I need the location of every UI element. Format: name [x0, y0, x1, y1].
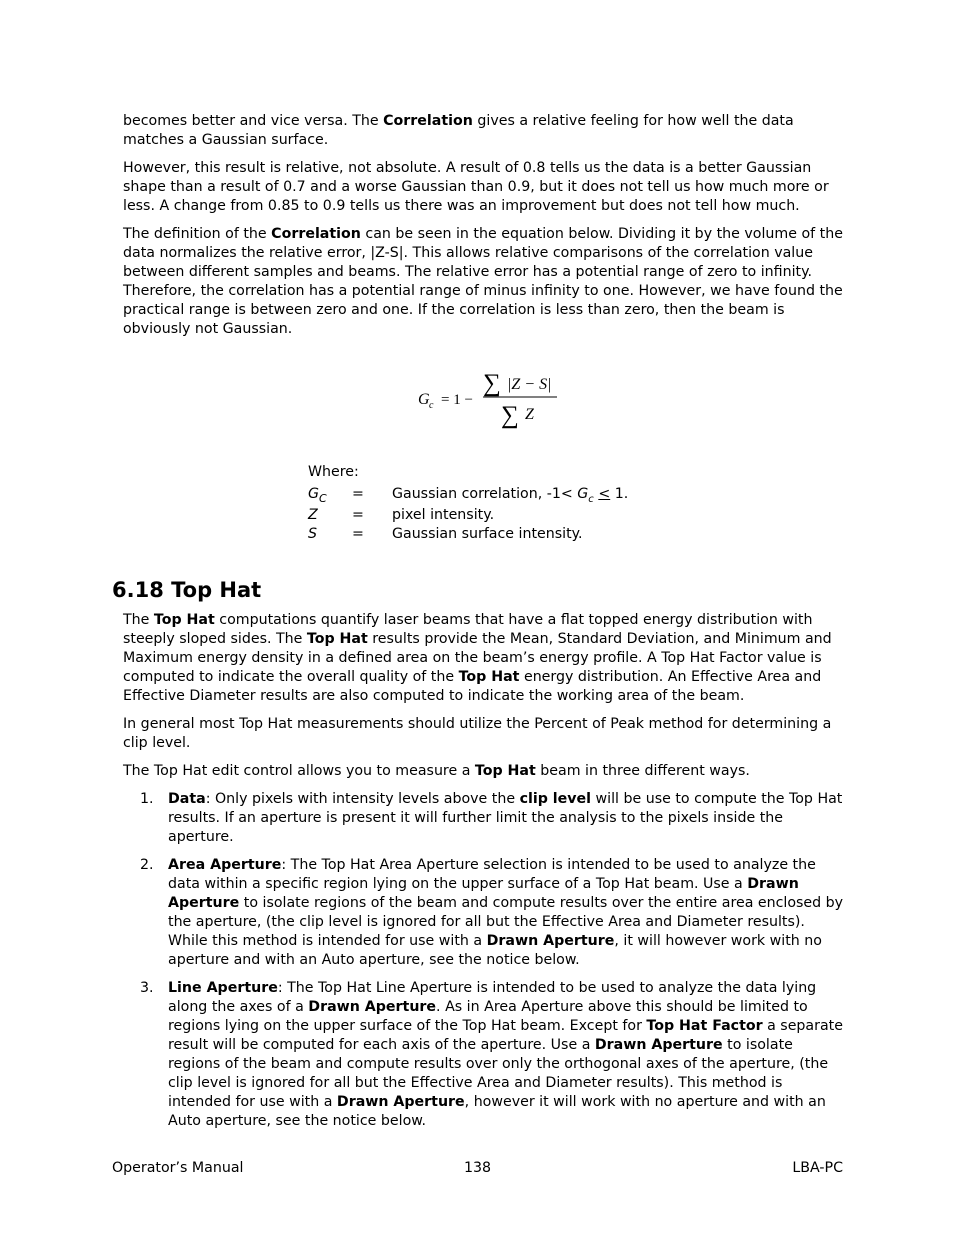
bold-term: Line Aperture [168, 980, 278, 996]
text-run: to isolate regions of the beam and compute results over the entire area enclosed by the aperture, (the clip level is ignored for all but the Effective Area and Diameter results). While this method is intended for use with a [168, 895, 844, 949]
bold-term: Data [168, 791, 206, 807]
where-equals: = [352, 486, 364, 502]
paragraph [123, 225, 845, 339]
paragraph [123, 112, 845, 150]
eq-denominator: Z [525, 406, 534, 423]
where-description: pixel intensity. [392, 507, 495, 523]
where-row-z [308, 506, 845, 525]
where-symbol: S [308, 526, 318, 542]
where-description: Gaussian surface intensity. [392, 526, 583, 542]
text-run: : The Top Hat Area Aperture selection is intended to be used to analyze the data within a specific region lying on the upper surface of a Top Hat beam. Use a [168, 857, 816, 892]
text-run: a separate result will be computed for each axis of the aperture. Use a [168, 1018, 843, 1053]
bold-term: Correlation [383, 113, 473, 129]
eq-lhs-sub: c [429, 400, 434, 411]
page-number: 138 [464, 1160, 492, 1176]
text-run: beam in three different ways. [535, 763, 750, 779]
eq-lhs: G [418, 391, 430, 408]
text-run: , it will however work with no aperture and with an Auto aperture, see the notice below. [168, 933, 822, 968]
text-run: . As in Area Aperture above this should be limited to regions lying on the upper surface of the Top Hat beam. Except for [168, 999, 808, 1034]
list-number: 2. [140, 857, 154, 873]
text-run: energy distribution. An Effective Area and Effective Diameter results are also computed to indicate the working area of the beam. [123, 669, 822, 704]
text-run: to isolate regions of the beam and compute results over only the orthogonal axes of the aperture, (the clip level is ignored for all but the Effective Area and Diameter results). This method is intended for use with a [168, 1037, 829, 1110]
text-run: : The Top Hat Line Aperture is intended to be used to analyze the data lying along the axes of a [168, 980, 817, 1015]
text-run: becomes better and vice versa. The [123, 113, 384, 129]
list-number: 1. [140, 791, 154, 807]
footer-right: LBA-PC [792, 1160, 843, 1176]
text-run: gives a relative feeling for how well the data matches a Gaussian surface. [123, 113, 794, 148]
eq-sum-denominator: ∑ [501, 402, 519, 429]
text-run: , however it will work with no aperture and with an Auto aperture, see the notice below. [168, 1094, 826, 1129]
section-paragraphs [123, 611, 845, 781]
page-content [112, 112, 845, 1140]
bold-term: Drawn Aperture [168, 876, 799, 911]
text-run: The Top Hat edit control allows you to measure a [123, 763, 475, 779]
where-row-s [308, 525, 845, 544]
footer-left: Operator’s Manual [112, 1160, 244, 1176]
where-description: Gaussian correlation, $-1< G_c < 1$. [392, 486, 629, 505]
eq-sum-numerator: ∑ [483, 370, 501, 397]
method-list [123, 790, 845, 1131]
text-run: However, this result is relative, not absolute. A result of 0.8 tells us the data is a better Gaussian shape than a result of 0.7 and a worse Gaussian than 0.9, but it does not tell us how much more or less. A change from 0.85 to 0.9 tells us there was an improvement but does not tell how much. [123, 160, 829, 214]
text-run: will be use to compute the Top Hat results. If an aperture is present it will further limit the analysis to the pixels inside the aperture. [168, 791, 843, 845]
equation-graphic [413, 367, 573, 429]
bold-term: Top Hat [306, 631, 368, 647]
bold-term: Top Hat [153, 612, 215, 628]
where-block [308, 463, 845, 544]
text-run: results provide the Mean, Standard Deviation, and Minimum and Maximum energy density in a defined area on the beam’s energy profile. A Top Hat Factor value is computed to indicate the overall quality of the [123, 631, 832, 685]
bold-term: Area Aperture [168, 857, 282, 873]
bold-term: Top Hat [474, 763, 536, 779]
bold-term: Top Hat [458, 669, 520, 685]
where-equals: = [352, 526, 364, 542]
section-heading: 6.18 Top Hat [112, 578, 262, 602]
paragraph [123, 715, 845, 753]
bold-term: Top Hat Factor [646, 1018, 763, 1034]
where-label: Where: [308, 464, 359, 480]
where-row-gc [308, 482, 845, 506]
intro-paragraphs [123, 112, 845, 339]
paragraph [123, 611, 845, 706]
paragraph [123, 159, 845, 216]
paragraph [123, 762, 845, 781]
eq-numerator: |Z − S| [507, 376, 552, 393]
text-run: In general most Top Hat measurements should utilize the Percent of Peak method for determining a clip level. [123, 716, 832, 751]
text-run: The definition of the [123, 226, 272, 242]
text-run: The [123, 612, 154, 628]
bold-term: Drawn Aperture [308, 999, 437, 1015]
where-symbol: $G_C$ [308, 486, 327, 505]
bold-term: Drawn Aperture [486, 933, 615, 949]
text-run: : Only pixels with intensity levels above the [205, 791, 520, 807]
bold-term: Correlation [271, 226, 361, 242]
eq-one-minus: = 1 − [441, 392, 473, 408]
correlation-equation [123, 367, 845, 459]
list-item [123, 790, 845, 847]
bold-term: Drawn Aperture [594, 1037, 723, 1053]
bold-term: Drawn Aperture [336, 1094, 465, 1110]
bold-term: clip level [519, 791, 592, 807]
list-item [123, 979, 845, 1131]
where-equals: = [352, 507, 364, 523]
text-run: computations quantify laser beams that have a flat topped energy distribution with steeply sloped sides. The [123, 612, 813, 647]
where-symbol: Z [308, 507, 318, 523]
list-item [123, 856, 845, 970]
list-number: 3. [140, 980, 154, 996]
text-run: can be seen in the equation below. Dividing it by the volume of the data normalizes the relative error, |Z-S|. This allows relative comparisons of the correlation value between different samples and beams. The relative error has a potential range of zero to infinity. Therefore, the correlation has a potential range of minus infinity to one. However, we have found the practical range is between zero and one. If the correlation is less than zero, then the beam is obviously not Gaussian. [123, 226, 843, 337]
